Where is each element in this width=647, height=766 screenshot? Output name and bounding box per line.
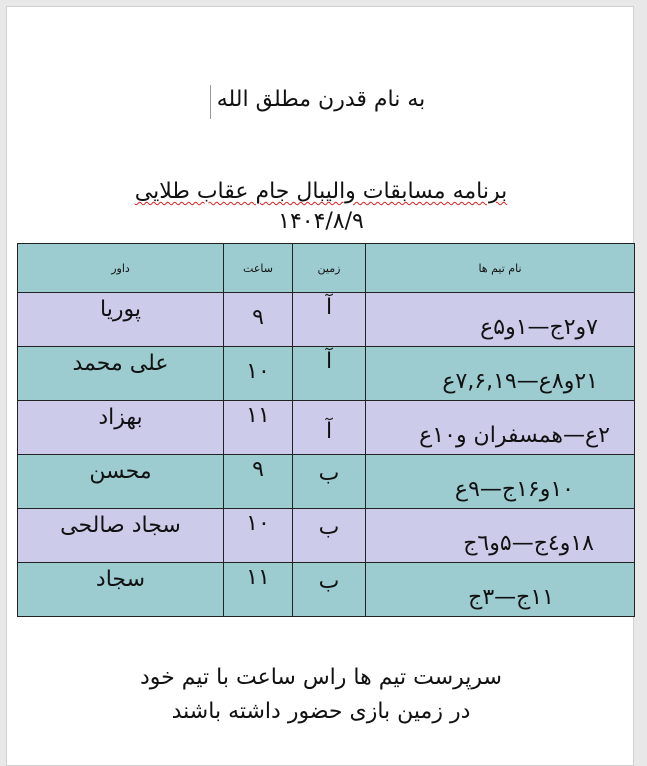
teams-text: ۲۱و۸ع—۷,۶,۱۹ع <box>442 369 598 394</box>
table-row <box>18 347 635 401</box>
referee-text: پوریا <box>100 297 141 322</box>
field-text: ب <box>318 515 340 540</box>
referee-cell <box>18 455 224 509</box>
field-text: ب <box>318 569 340 594</box>
time-cell <box>224 401 293 455</box>
teams-text: ۷و۲ج—۱و۵ع <box>480 315 598 340</box>
referee-text: بهزاد <box>98 405 143 430</box>
referee-cell <box>18 509 224 563</box>
time-text: ۱۱ <box>246 565 270 590</box>
teams-text: ۲ع—همسفران و۱۰ع <box>419 423 610 448</box>
field-cell <box>293 401 366 455</box>
field-cell <box>293 347 366 401</box>
field-cell <box>293 293 366 347</box>
referee-cell <box>18 347 224 401</box>
field-text: ب <box>318 461 340 486</box>
time-text: ۱۰ <box>246 511 270 536</box>
time-text: ۹ <box>252 305 264 330</box>
teams-text: ۱۰و۱۶ج—۹ع <box>454 477 574 502</box>
field-text: آ <box>325 349 333 374</box>
field-cell <box>293 563 366 617</box>
referee-text: علی محمد <box>72 351 169 376</box>
schedule-date: ۱۴۰۴/۸/۹ <box>278 209 364 234</box>
table-header-row <box>18 244 635 293</box>
teams-cell <box>366 401 635 455</box>
time-text: ۹ <box>252 457 264 482</box>
header-referee: داور <box>18 244 224 293</box>
table-row <box>18 293 635 347</box>
document-title: به نام قدرن مطلق الله <box>216 87 426 112</box>
teams-cell <box>366 293 635 347</box>
field-cell <box>293 455 366 509</box>
document-page[interactable] <box>6 6 634 766</box>
time-cell <box>224 455 293 509</box>
time-text: ۱۱ <box>246 403 270 428</box>
teams-cell <box>366 509 635 563</box>
note-line-2: در زمین بازی حضور داشته باشند <box>171 699 471 724</box>
header-teams: نام تیم ها <box>366 244 635 293</box>
teams-cell <box>366 563 635 617</box>
table-row <box>18 563 635 617</box>
referee-text: سجاد صالحی <box>60 513 181 538</box>
referee-text: سجاد <box>95 567 146 592</box>
time-cell <box>224 293 293 347</box>
header-time: ساعت <box>224 244 293 293</box>
teams-cell <box>366 347 635 401</box>
table-row <box>18 509 635 563</box>
teams-text: ۱۸و٤ج—۵و٦ج <box>463 531 594 556</box>
time-cell <box>224 347 293 401</box>
schedule-table <box>17 243 635 617</box>
teams-text: ۱۱ج—۳ج <box>468 585 554 610</box>
referee-text: محسن <box>89 459 152 484</box>
referee-cell <box>18 293 224 347</box>
time-cell <box>224 509 293 563</box>
referee-cell <box>18 563 224 617</box>
field-text: آ <box>325 419 333 444</box>
schedule-heading: برنامه مسابقات والیبال جام عقاب طلایی <box>134 179 508 204</box>
field-text: آ <box>325 295 333 320</box>
header-field: زمین <box>293 244 366 293</box>
table-row <box>18 401 635 455</box>
time-cell <box>224 563 293 617</box>
note-line-1: سرپرست تیم ها راس ساعت با تیم خود <box>140 665 502 690</box>
table-row <box>18 455 635 509</box>
time-text: ۱۰ <box>246 359 270 384</box>
referee-cell <box>18 401 224 455</box>
field-cell <box>293 509 366 563</box>
teams-cell <box>366 455 635 509</box>
